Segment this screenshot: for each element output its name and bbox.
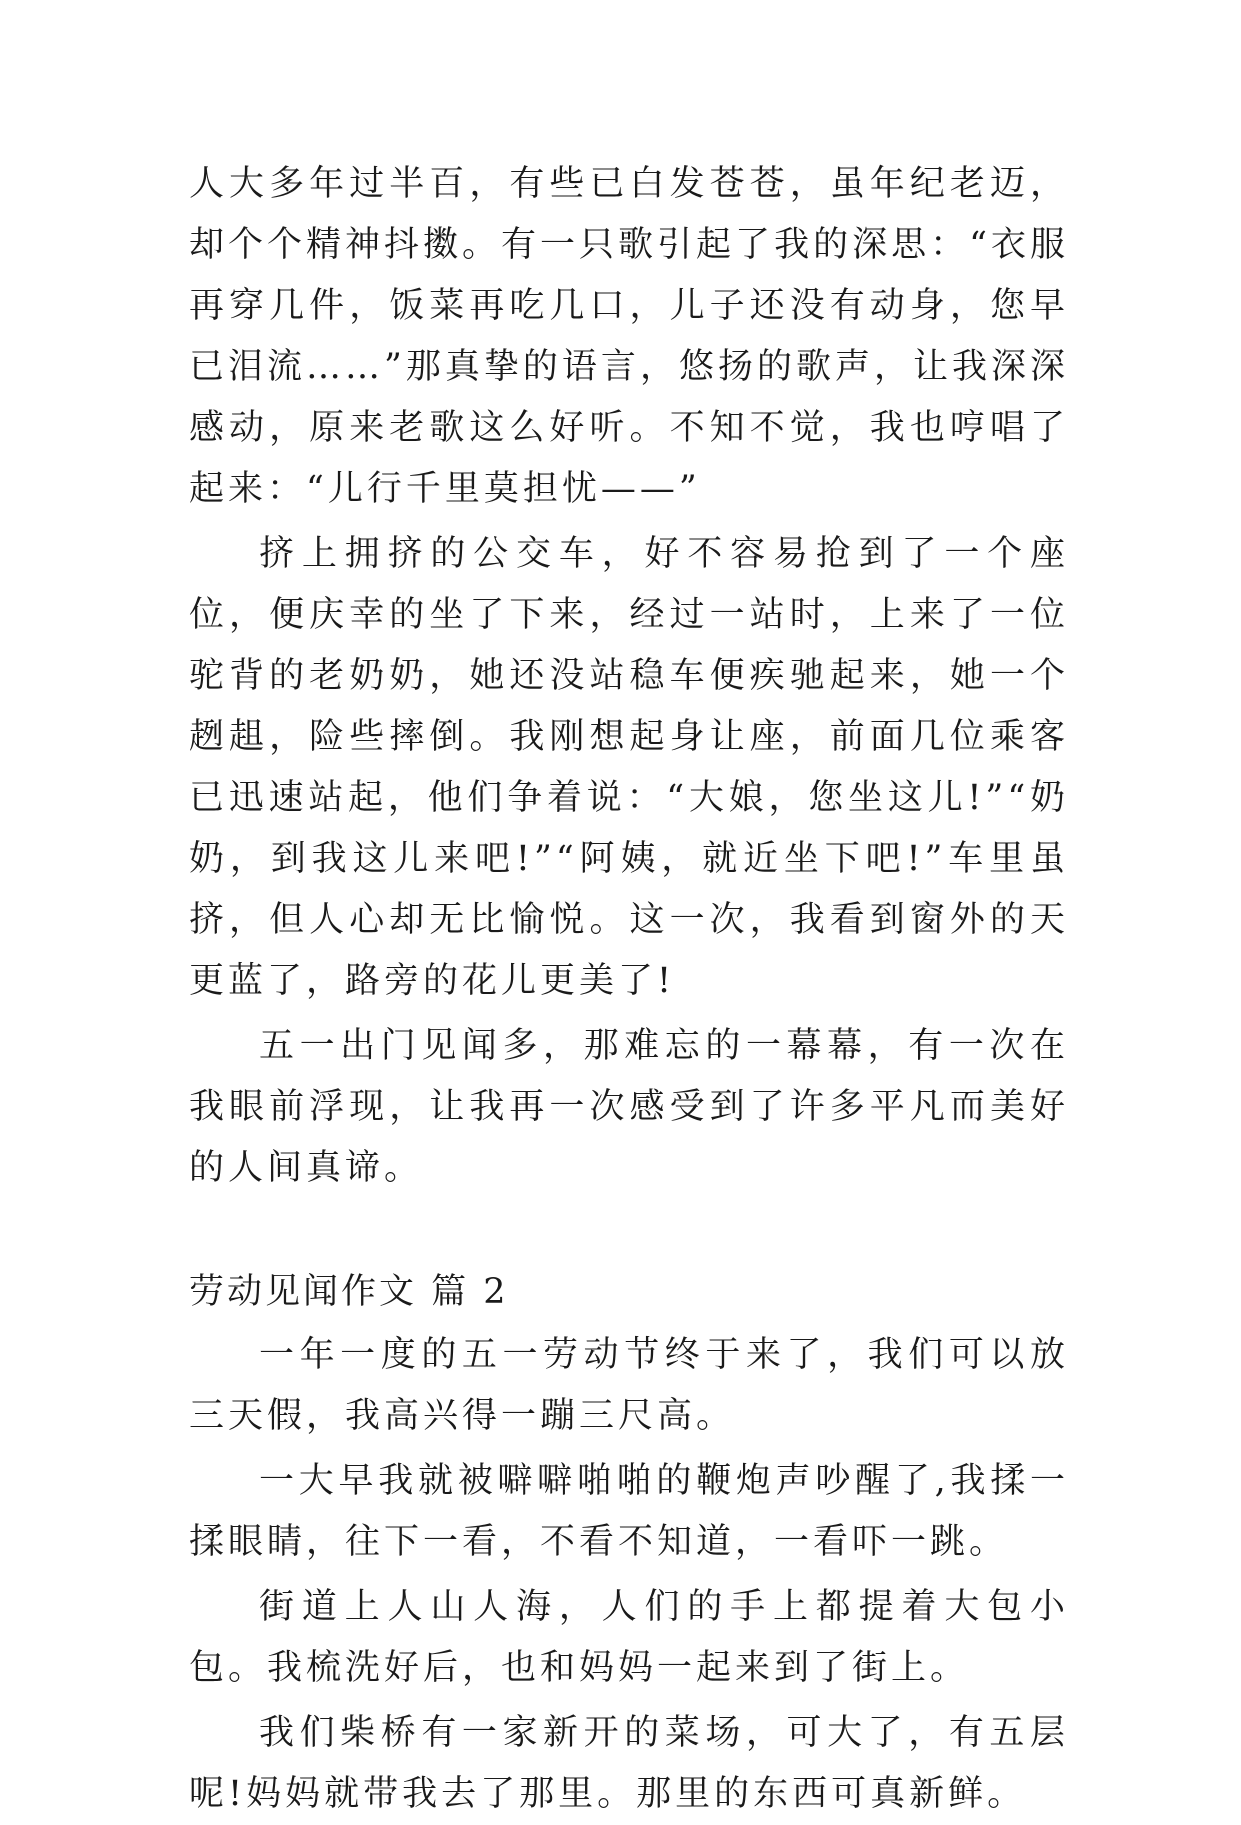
paragraph: 街道上人山人海，人们的手上都提着大包小包。我梳洗好后，也和妈妈一起来到了街上。 <box>189 1587 1069 1688</box>
paragraph: 人大多年过半百，有些已白发苍苍，虽年纪老迈，却个个精神抖擞。有一只歌引起了我的深思：“衣服再穿几件，饭菜再吃几口，儿子还没有动身，您早已泪流……”那真挚的语言，悠扬的歌声，让我深深感动，原来老歌这么好听。不知不觉，我也哼唱了起来：“儿行千里莫担忧——” <box>189 164 1069 509</box>
paragraph: 我们柴桥有一家新开的菜场，可大了，有五层呢!妈妈就带我去了那里。那里的东西可真新鲜。 <box>189 1713 1069 1814</box>
document-body <box>189 154 1069 1825</box>
paragraph: 一大早我就被噼噼啪啪的鞭炮声吵醒了,我揉一揉眼睛，往下一看，不看不知道，一看吓一跳。 <box>189 1461 1069 1562</box>
paragraph: 挤上拥挤的公交车，好不容易抢到了一个座位，便庆幸的坐了下来，经过一站时，上来了一位驼背的老奶奶，她还没站稳车便疾驰起来，她一个趔趄，险些摔倒。我刚想起身让座，前面几位乘客已迅速站起，他们争着说：“大娘，您坐这儿!”“奶奶，到我这儿来吧!”“阿姨，就近坐下吧!”车里虽挤，但人心却无比愉悦。这一次，我看到窗外的天更蓝了，路旁的花儿更美了! <box>189 534 1069 1001</box>
paragraph: 一年一度的五一劳动节终于来了，我们可以放三天假，我高兴得一蹦三尺高。 <box>189 1335 1069 1436</box>
paragraph: 五一出门见闻多，那难忘的一幕幕，有一次在我眼前浮现，让我再一次感受到了许多平凡而美好的人间真谛。 <box>189 1026 1069 1188</box>
section-heading: 劳动见闻作文 篇 2 <box>189 1272 509 1312</box>
